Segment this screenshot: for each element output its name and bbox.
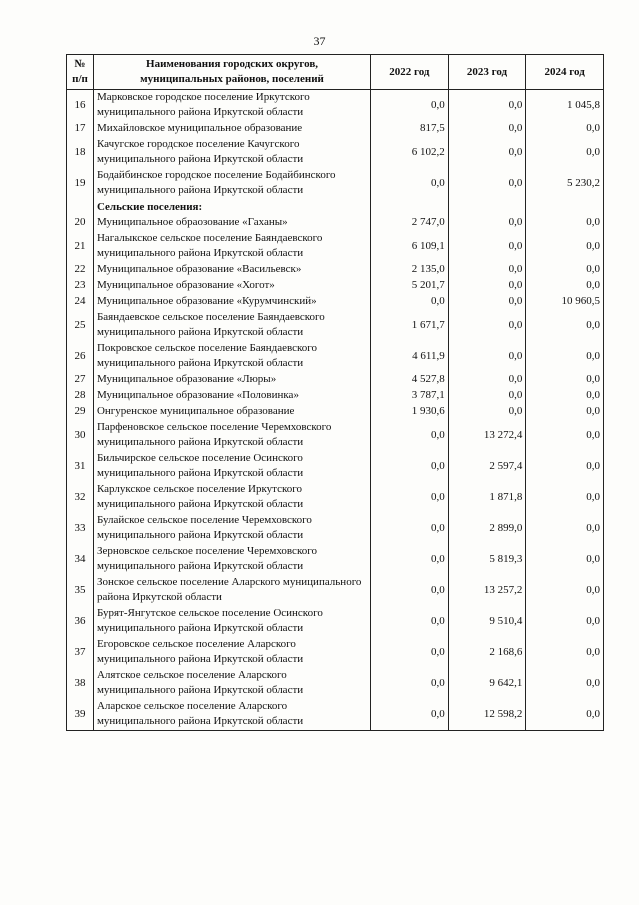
value-2023: 1 871,8 <box>448 482 526 513</box>
table-row <box>67 294 604 310</box>
row-number: 26 <box>67 341 94 372</box>
value-2023: 13 272,4 <box>448 420 526 451</box>
value-2024: 0,0 <box>526 231 604 262</box>
value-2022: 0,0 <box>371 90 449 122</box>
section-empty-cell <box>448 199 526 215</box>
row-name: Булайское сельское поселение Черемховского муниципального района Иркутской области <box>93 513 370 544</box>
value-2024: 0,0 <box>526 637 604 668</box>
value-2022: 4 527,8 <box>371 372 449 388</box>
value-2024: 0,0 <box>526 121 604 137</box>
table-row <box>67 231 604 262</box>
value-2022: 3 787,1 <box>371 388 449 404</box>
row-name: Качугское городское поселение Качугского муниципального района Иркутской области <box>93 137 370 168</box>
table-row <box>67 451 604 482</box>
table-row <box>67 668 604 699</box>
page-number: 37 <box>313 34 326 48</box>
row-number: 25 <box>67 310 94 341</box>
value-2022: 0,0 <box>371 668 449 699</box>
header-2022: 2022 год <box>371 55 449 90</box>
table-row <box>67 420 604 451</box>
row-number: 18 <box>67 137 94 168</box>
value-2024: 0,0 <box>526 668 604 699</box>
budget-table <box>66 54 604 731</box>
value-2022: 0,0 <box>371 420 449 451</box>
table-row <box>67 90 604 122</box>
table-body <box>67 90 604 731</box>
row-number: 36 <box>67 606 94 637</box>
row-name: Нагалыкское сельское поселение Баяндаевского муниципального района Иркутской области <box>93 231 370 262</box>
value-2024: 5 230,2 <box>526 168 604 199</box>
row-name: Онгуренское муниципальное образование <box>93 404 370 420</box>
value-2024: 0,0 <box>526 420 604 451</box>
row-number: 23 <box>67 278 94 294</box>
table-row <box>67 168 604 199</box>
row-name: Зерновское сельское поселение Черемховского муниципального района Иркутской области <box>93 544 370 575</box>
value-2023: 0,0 <box>448 372 526 388</box>
row-number: 27 <box>67 372 94 388</box>
value-2022: 0,0 <box>371 544 449 575</box>
value-2023: 0,0 <box>448 388 526 404</box>
table-header <box>67 55 604 90</box>
value-2023: 5 819,3 <box>448 544 526 575</box>
value-2022: 0,0 <box>371 575 449 606</box>
value-2023: 0,0 <box>448 404 526 420</box>
table-row <box>67 278 604 294</box>
row-name: Парфеновское сельское поселение Черемховского муниципального района Иркутской области <box>93 420 370 451</box>
value-2022: 0,0 <box>371 482 449 513</box>
row-name: Зонское сельское поселение Аларского муниципального района Иркутской области <box>93 575 370 606</box>
value-2023: 0,0 <box>448 294 526 310</box>
row-number: 29 <box>67 404 94 420</box>
value-2022: 0,0 <box>371 606 449 637</box>
row-number: 24 <box>67 294 94 310</box>
header-2023: 2023 год <box>448 55 526 90</box>
value-2024: 1 045,8 <box>526 90 604 122</box>
value-2024: 0,0 <box>526 482 604 513</box>
row-number: 30 <box>67 420 94 451</box>
value-2022: 5 201,7 <box>371 278 449 294</box>
value-2024: 0,0 <box>526 372 604 388</box>
row-number: 28 <box>67 388 94 404</box>
value-2022: 2 135,0 <box>371 262 449 278</box>
row-number: 39 <box>67 699 94 731</box>
row-number: 37 <box>67 637 94 668</box>
value-2022: 1 671,7 <box>371 310 449 341</box>
table-row <box>67 699 604 731</box>
table-row <box>67 388 604 404</box>
value-2023: 2 899,0 <box>448 513 526 544</box>
table-row <box>67 262 604 278</box>
value-2023: 0,0 <box>448 262 526 278</box>
row-name: Покровское сельское поселение Баяндаевского муниципального района Иркутской области <box>93 341 370 372</box>
value-2022: 817,5 <box>371 121 449 137</box>
table-row <box>67 310 604 341</box>
row-name: Бодайбинское городское поселение Бодайбинского муниципального района Иркутской области <box>93 168 370 199</box>
value-2023: 0,0 <box>448 121 526 137</box>
value-2023: 0,0 <box>448 310 526 341</box>
section-title: Сельские поселения: <box>93 199 370 215</box>
value-2024: 0,0 <box>526 513 604 544</box>
row-name: Аларское сельское поселение Аларского муниципального района Иркутской области <box>93 699 370 731</box>
value-2023: 2 597,4 <box>448 451 526 482</box>
row-number: 31 <box>67 451 94 482</box>
row-name: Муниципальное образование «Половинка» <box>93 388 370 404</box>
value-2023: 0,0 <box>448 90 526 122</box>
value-2023: 0,0 <box>448 341 526 372</box>
row-number: 17 <box>67 121 94 137</box>
value-2024: 10 960,5 <box>526 294 604 310</box>
row-name: Бурят-Янгутское сельское поселение Осинского муниципального района Иркутской области <box>93 606 370 637</box>
value-2022: 4 611,9 <box>371 341 449 372</box>
value-2022: 1 930,6 <box>371 404 449 420</box>
value-2024: 0,0 <box>526 137 604 168</box>
table-row <box>67 137 604 168</box>
table-row <box>67 372 604 388</box>
table-row <box>67 513 604 544</box>
table-row <box>67 544 604 575</box>
value-2022: 0,0 <box>371 168 449 199</box>
row-number: 19 <box>67 168 94 199</box>
value-2023: 12 598,2 <box>448 699 526 731</box>
value-2023: 13 257,2 <box>448 575 526 606</box>
row-number: 21 <box>67 231 94 262</box>
value-2023: 9 510,4 <box>448 606 526 637</box>
row-name: Муниципальное обраозование «Гаханы» <box>93 215 370 231</box>
row-name: Муниципальное образование «Хогот» <box>93 278 370 294</box>
value-2024: 0,0 <box>526 341 604 372</box>
value-2023: 9 642,1 <box>448 668 526 699</box>
value-2024: 0,0 <box>526 388 604 404</box>
value-2023: 0,0 <box>448 231 526 262</box>
row-name: Бильчирское сельское поселение Осинского муниципального района Иркутской области <box>93 451 370 482</box>
value-2024: 0,0 <box>526 310 604 341</box>
table-row <box>67 341 604 372</box>
row-name: Баяндаевское сельское поселение Баяндаевского муниципального района Иркутской области <box>93 310 370 341</box>
header-num: № п/п <box>67 55 94 90</box>
row-number: 33 <box>67 513 94 544</box>
value-2022: 0,0 <box>371 451 449 482</box>
row-name: Муниципальное образование «Васильевск» <box>93 262 370 278</box>
table-row <box>67 404 604 420</box>
value-2022: 6 109,1 <box>371 231 449 262</box>
table-row <box>67 606 604 637</box>
value-2024: 0,0 <box>526 262 604 278</box>
table-row <box>67 121 604 137</box>
row-number: 20 <box>67 215 94 231</box>
row-number: 35 <box>67 575 94 606</box>
value-2023: 0,0 <box>448 278 526 294</box>
row-name: Муниципальное образование «Курумчинский» <box>93 294 370 310</box>
value-2024: 0,0 <box>526 606 604 637</box>
row-name: Михайловское муниципальное образование <box>93 121 370 137</box>
table-row <box>67 482 604 513</box>
row-number: 22 <box>67 262 94 278</box>
header-name: Наименования городских округов, муниципальных районов, поселений <box>93 55 370 90</box>
row-name: Егоровское сельское поселение Аларского муниципального района Иркутской области <box>93 637 370 668</box>
value-2024: 0,0 <box>526 278 604 294</box>
value-2024: 0,0 <box>526 575 604 606</box>
section-empty-cell <box>526 199 604 215</box>
row-number: 34 <box>67 544 94 575</box>
value-2024: 0,0 <box>526 215 604 231</box>
value-2022: 2 747,0 <box>371 215 449 231</box>
row-name: Муниципальное образование «Люры» <box>93 372 370 388</box>
row-number: 16 <box>67 90 94 122</box>
section-empty-cell <box>371 199 449 215</box>
value-2024: 0,0 <box>526 544 604 575</box>
value-2022: 0,0 <box>371 294 449 310</box>
value-2024: 0,0 <box>526 404 604 420</box>
table-row <box>67 637 604 668</box>
value-2023: 0,0 <box>448 137 526 168</box>
table-row <box>67 215 604 231</box>
value-2022: 0,0 <box>371 637 449 668</box>
value-2022: 6 102,2 <box>371 137 449 168</box>
header-2024: 2024 год <box>526 55 604 90</box>
value-2024: 0,0 <box>526 451 604 482</box>
row-number: 32 <box>67 482 94 513</box>
value-2022: 0,0 <box>371 513 449 544</box>
section-row <box>67 199 604 215</box>
value-2023: 2 168,6 <box>448 637 526 668</box>
value-2022: 0,0 <box>371 699 449 731</box>
row-name: Марковское городское поселение Иркутского муниципального района Иркутской области <box>93 90 370 122</box>
table-row <box>67 575 604 606</box>
row-name: Алятское сельское поселение Аларского муниципального района Иркутской области <box>93 668 370 699</box>
row-number: 38 <box>67 668 94 699</box>
value-2023: 0,0 <box>448 215 526 231</box>
row-name: Карлукское сельское поселение Иркутского муниципального района Иркутской области <box>93 482 370 513</box>
value-2023: 0,0 <box>448 168 526 199</box>
section-num-cell <box>67 199 94 215</box>
value-2024: 0,0 <box>526 699 604 731</box>
